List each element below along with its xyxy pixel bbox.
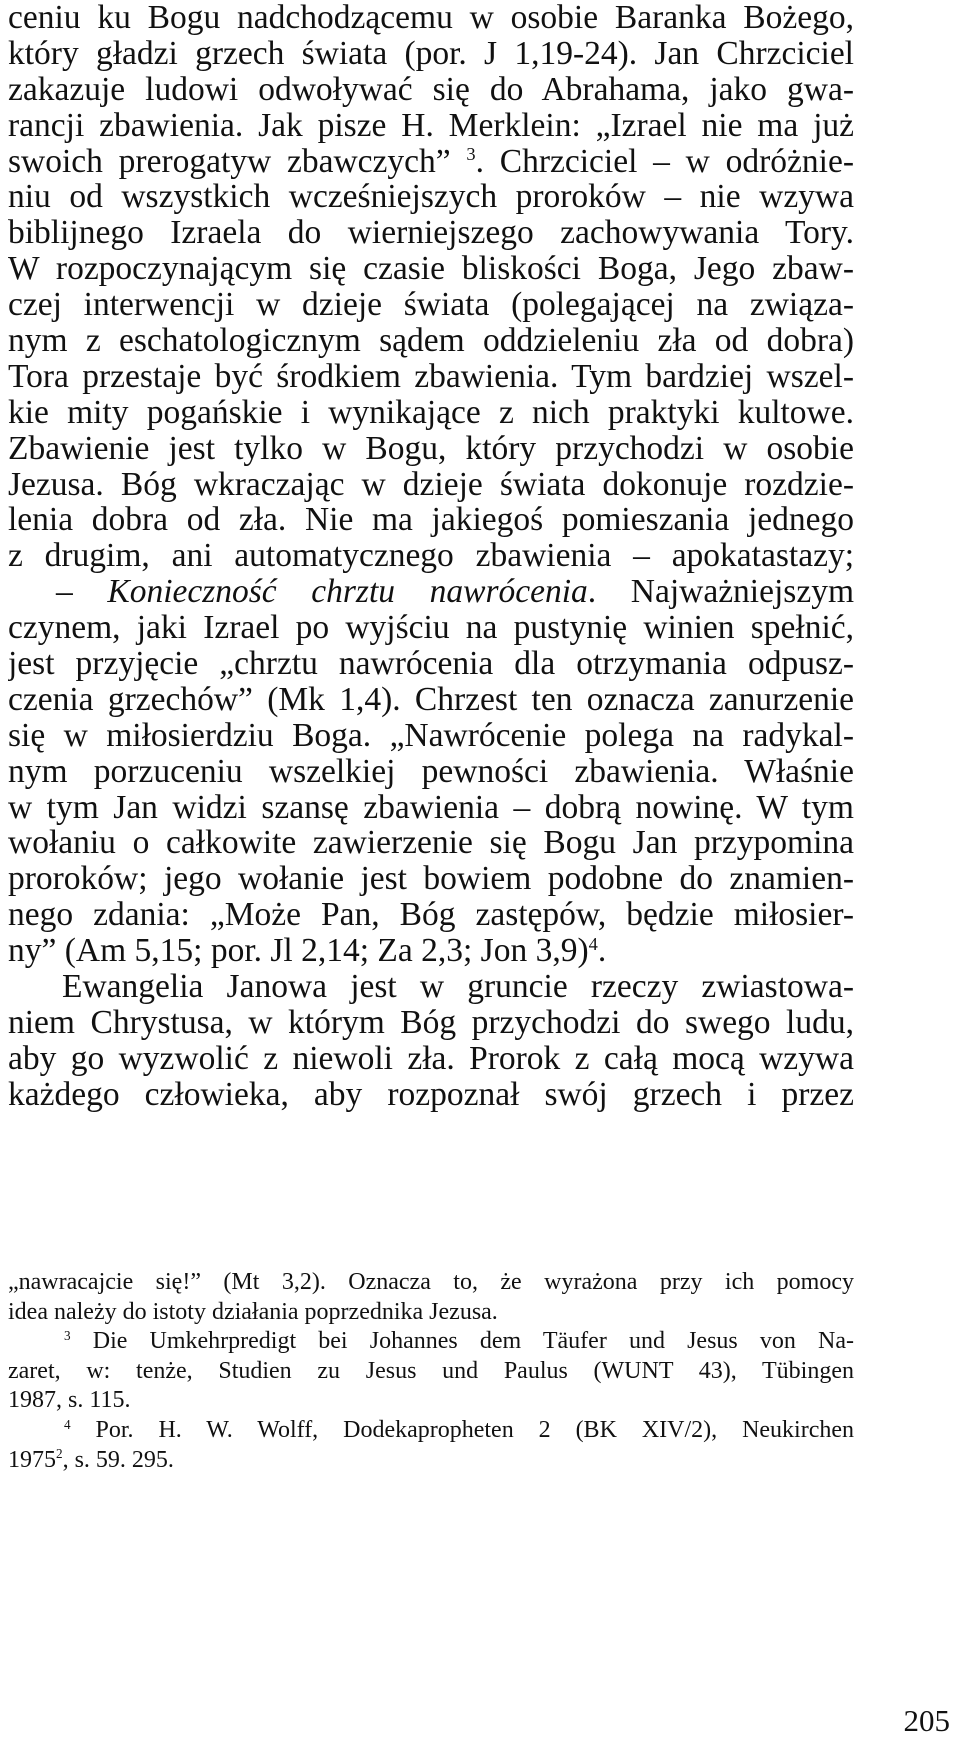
footnote-text: 1975 [8,1446,56,1473]
body-line: czenia grzechów” (Mk 1,4). Chrzest ten oznacza zanurzenie [8,681,854,718]
body-line: wołaniu o całkowite zawierzenie się Bogu Jan przypomina [8,825,854,862]
body-line: czej interwencji w dzieje świata (polegającej na związa- [8,287,854,324]
heading-dash: – [56,574,108,611]
body-line: proroków; jego wołanie jest bowiem podobne do znamien- [8,861,854,898]
body-line: który gładzi grzech świata (por. J 1,19-24). Jan Chrzciciel [8,35,854,72]
body-line: nym z eschatologicznym sądem oddzieleniu zła od dobra) [8,323,854,359]
footnote-line [8,1446,854,1476]
body-line: każdego człowieka, aby rozpoznał swój grzech i przez [8,1076,854,1113]
body-line: Tora przestaje być środkiem zbawienia. Tym bardziej wszel- [8,358,854,395]
body-text-segment: ny” (Am 5,15; por. Jl 2,14; Za 2,3; Jon 3,9) [8,933,589,970]
footnote-line: „nawracajcie się!” (Mt 3,2). Oznacza to, że wyrażona przy ich pomocy [8,1269,854,1295]
page-number: 205 [903,1703,950,1738]
body-text-segment: . Najważniejszym [587,574,854,611]
body-text-segment: . Chrzciciel – w odróżnie- [475,143,854,180]
body-line: w tym Jan widzi szansę zbawienia – dobrą nowinę. W tym [8,789,854,826]
body-line: biblijnego Izraela do wierniejszego zachowywania Tory. [8,215,854,252]
footnotes-area [8,1268,854,1475]
section-heading-line [8,574,854,610]
footnote-text: Por. H. W. Wolff, Dodekapropheten 2 (BK XIV/2), Neukirchen [95,1416,854,1443]
body-line: aby go wyzwolić z niewoli zła. Prorok z całą mocą wzywa [8,1040,854,1077]
footnote-line: 1987, s. 115. [8,1387,131,1414]
paragraph-first-line: Ewangelia Janowa jest w gruncie rzeczy zwiastowa- [62,969,854,1005]
body-line: lenia dobra od zła. Nie ma jakiegoś pomieszania jednego [8,502,854,539]
body-text-segment: swoich prerogatyw zbawczych” [8,143,451,180]
body-line: zakazuje ludowi odwoływać się do Abrahama, jako gwa- [8,71,854,108]
footnote-4-line [8,1416,854,1446]
footnote-ref-4: 4 [588,933,598,954]
body-line: z drugim, ani automatycznego zbawienia – apokatastazy; [8,538,854,575]
body-line [8,933,854,969]
footnote-marker-4: 4 [64,1416,71,1432]
body-line: nego zdania: „Może Pan, Bóg zastępów, będzie miłosier- [8,897,854,934]
body-line: Jezusa. Bóg wkraczając w dzieje świata dokonuje rozdzie- [8,466,854,503]
body-line [8,144,854,180]
main-body-text [8,0,854,1113]
edition-superscript: 2 [56,1446,63,1462]
footnote-text: , s. 59. 295. [62,1446,174,1473]
footnote-marker-3: 3 [64,1327,71,1343]
body-line: niu od wszystkich wcześniejszych proroków – nie wzywa [8,179,854,216]
footnote-line: zaret, w: tenże, Studien zu Jesus und Paulus (WUNT 43), Tübingen [8,1357,854,1384]
body-line: rancji zbawienia. Jak pisze H. Merklein: „Izrael nie ma już [8,107,854,144]
body-line: ceniu ku Bogu nadchodzącemu w osobie Baranka Bożego, [8,0,854,36]
section-heading: Konieczność chrztu nawrócenia [107,574,588,611]
body-line: czynem, jaki Izrael po wyjściu na pustynię winien spełnić, [8,610,854,647]
body-line: jest przyjęcie „chrztu nawrócenia dla otrzymania odpusz- [8,646,854,682]
body-line: nym porzuceniu wszelkiej pewności zbawienia. Właśnie [8,753,854,790]
body-text-segment: . [597,933,607,970]
body-line: Zbawienie jest tylko w Bogu, który przychodzi w osobie [8,430,854,467]
footnote-ref-3: 3 [466,144,476,165]
body-line: niem Chrystusa, w którym Bóg przychodzi do swego ludu, [8,1004,854,1041]
body-line: kie mity pogańskie i wynikające z nich praktyki kultowe. [8,394,854,431]
body-line: W rozpoczynającym się czasie bliskości Boga, Jego zbaw- [8,251,854,288]
footnote-3-line [8,1327,854,1357]
body-line: się w miłosierdziu Boga. „Nawrócenie polega na radykal- [8,717,854,754]
footnote-line: idea należy do istoty działania poprzednika Jezusa. [8,1298,498,1325]
footnote-text: Die Umkehrpredigt bei Johannes dem Täufer und Jesus von Na- [92,1328,854,1355]
